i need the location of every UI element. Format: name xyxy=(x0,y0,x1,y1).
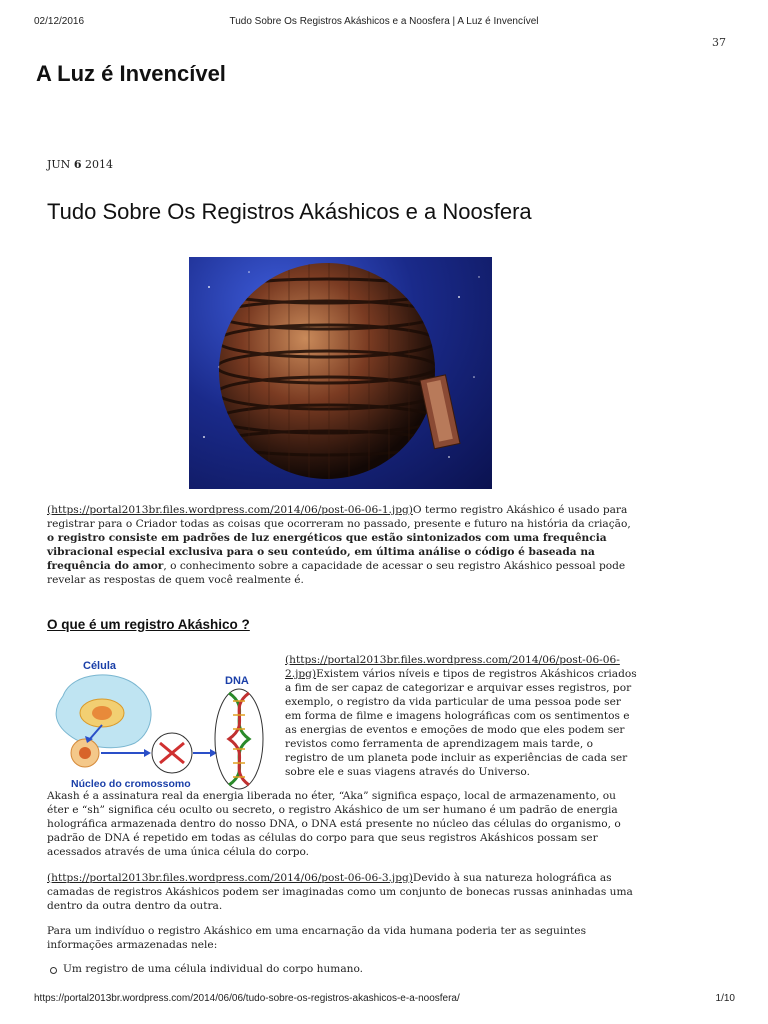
post-title[interactable]: Tudo Sobre Os Registros Akáshicos e a Noosfera xyxy=(47,199,532,224)
print-date: 02/12/2016 xyxy=(34,16,85,27)
intro-text-a: O termo registro Akáshico é usado para registrar para o Criador todas as coisas que ocorreram no passado, presente e futuro na história da criação, xyxy=(47,504,631,530)
image-link-2[interactable]: (https://portal2013br.files.wordpress.com/2014/06/post-06-06-2.jpg) xyxy=(285,654,620,680)
intro-text-b: , o conhecimento sobre a capacidade de acessar o seu registro Akáshico pessoal pode revelar as respostas de quem você realmente é. xyxy=(47,560,626,586)
paragraph-akash: Akash é a assinatura real da energia liberada no éter, “Aka” significa espaço, local de armazenamento, ou éter e “sh” significa céu oculto ou secreto, o registro Akáshico de um ser humano é um padrão de energia holográfica armazenada dentro do nosso DNA, o DNA está presente no núcleo das células do organismo, o padrão de DNA é repetido em todas as células do corpo para que seus registros Akáshicos possam ser acessados através de uma única célula do corpo. xyxy=(47,790,621,858)
label-nucleus: Núcleo do cromossomo xyxy=(71,778,191,790)
comment-count[interactable]: 37 xyxy=(712,36,726,49)
info-list xyxy=(47,963,363,975)
akashic-globe-image[interactable] xyxy=(189,257,492,489)
paragraph-holographic xyxy=(47,871,637,913)
label-dna: DNA xyxy=(225,675,249,687)
list-item: Um registro de uma célula individual do corpo humano. xyxy=(47,963,363,975)
section-heading: O que é um registro Akáshico ? xyxy=(47,617,250,632)
paragraph-intro xyxy=(47,503,637,587)
dna-cell-image[interactable] xyxy=(47,651,281,797)
post-date-day: 6 xyxy=(73,158,82,171)
intro-text-bold: o registro consiste em padrões de luz energéticos que estão sintonizados com uma frequência vibracional especial exclusiva para o seu conteúdo, em última análise o código é baseada na frequência do amor xyxy=(47,532,607,572)
print-url: https://portal2013br.wordpress.com/2014/06/06/tudo-sobre-os-registros-akashicos-e-a-noosfera/ xyxy=(34,993,460,1004)
paragraph-levels xyxy=(285,653,637,779)
image-link-3[interactable]: (https://portal2013br.files.wordpress.com/2014/06/post-06-06-3.jpg) xyxy=(47,872,413,884)
image-link-1[interactable]: (https://portal2013br.files.wordpress.com/2014/06/post-06-06-1.jpg) xyxy=(47,504,413,516)
post-date-year: 2014 xyxy=(84,158,113,171)
post-date xyxy=(47,158,113,171)
globe-illustration xyxy=(189,257,492,489)
levels-text: Existem vários níveis e tipos de registros Akáshicos criados a fim de ser capaz de categorizar e arquivar esses registros, por exemplo, o registro da vida particular de uma pessoa pode ser em forma de filme e imagens holográficas com os sentimentos e as energias de eventos e emoções de modo que eles podem ser revistos como ferramenta de aprendizagem mais tarde, o registro de um planeta pode incluir as experiências de cada ser sobre ele e suas viagens através do Universo. xyxy=(285,668,637,778)
site-title[interactable]: A Luz é Invencível xyxy=(36,61,226,86)
label-cell: Célula xyxy=(83,660,117,672)
paragraph-individual: Para um indivíduo o registro Akáshico em uma encarnação da vida humana poderia ter as seguintes informações armazenadas nele: xyxy=(47,925,587,951)
holographic-text: Devido à sua natureza holográfica as camadas de registros Akáshicos podem ser imaginadas como um conjunto de bonecas russas aninhadas uma dentro da outra dentro da outra. xyxy=(47,872,633,912)
print-page-title: Tudo Sobre Os Registros Akáshicos e a Noosfera | A Luz é Invencível xyxy=(229,16,539,27)
print-header xyxy=(0,16,768,30)
print-footer xyxy=(0,993,768,1007)
dna-illustration xyxy=(47,651,281,797)
print-page-number: 1/10 xyxy=(715,993,735,1004)
post-date-month: JUN xyxy=(47,158,71,171)
